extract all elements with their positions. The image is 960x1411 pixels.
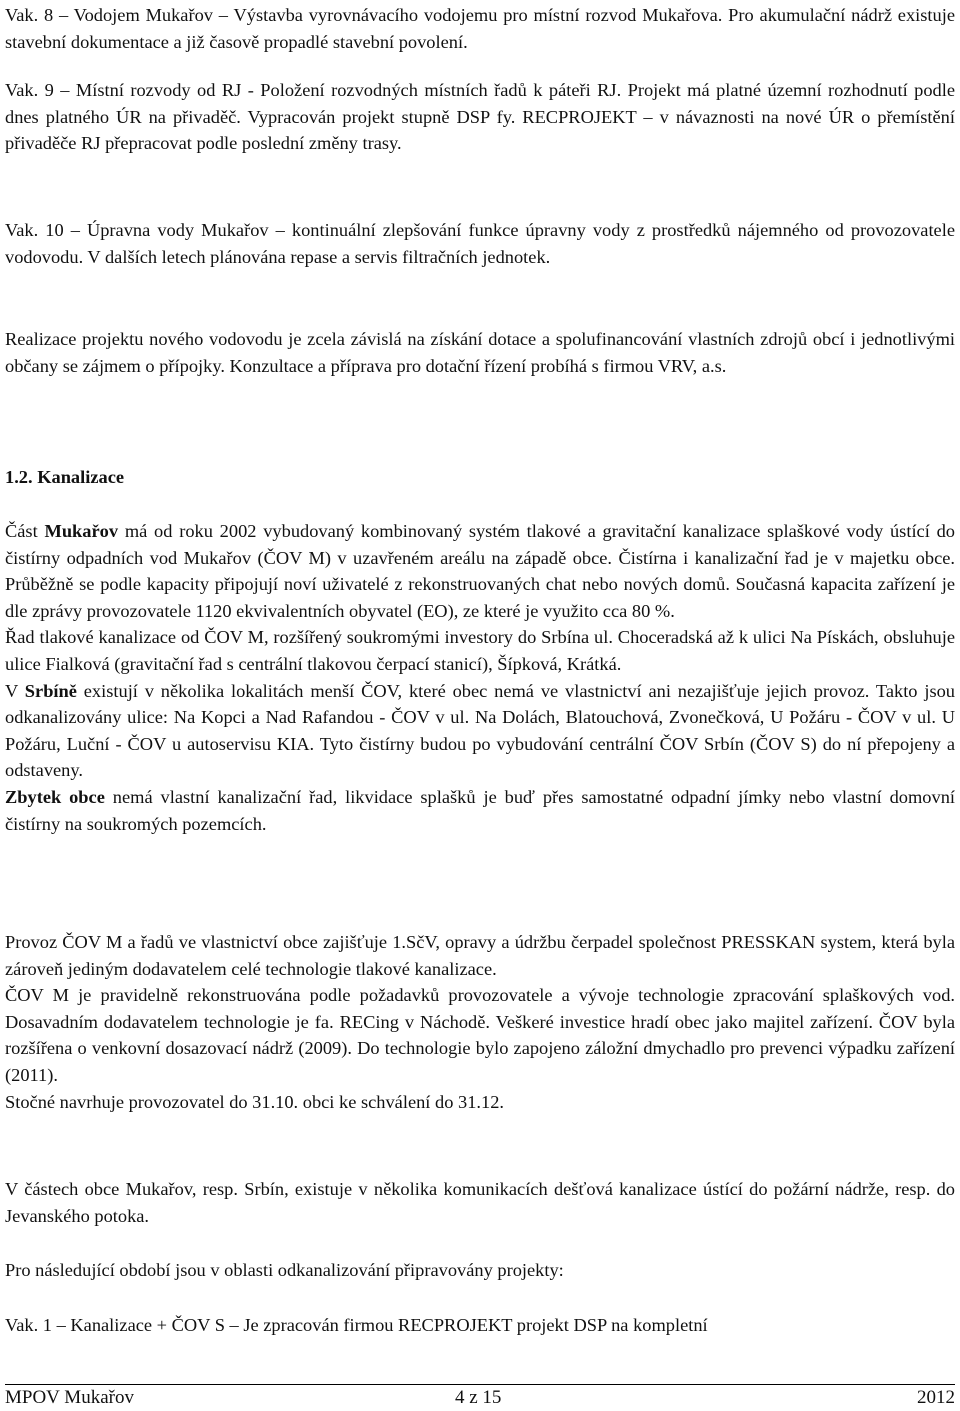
paragraph-vak10: Vak. 10 – Úpravna vody Mukařov – kontinuální zlepšování funkce úpravny vody z prostředků nájemného od provozovatele vodovodu. V dalších letech plánována repase a servis filtračních jednotek.: [5, 220, 955, 267]
text-run: existují v několika lokalitách menší ČOV, které obec nemá ve vlastnictví ani nezajišťuje jejich provoz. Takto jsou odkanalizovány ulice: Na Kopci a Nad Rafandou - ČOV v ul. Na Dolách, Blatouchová, Zvonečková, U Požáru - ČOV v ul. U Požáru, Luční - ČOV u autoservisu KIA. Tyto čistírny budou po vybudování centrální ČOV Srbín (ČOV S) do ní přepojeny a odstaveny.: [5, 680, 955, 781]
text-run: má od roku 2002 vybudovaný kombinovaný systém tlakové a gravitační kanalizace splaškové vody ústící do čistírny odpadních vod Mukařov (ČOV M) v uzavřeném areálu na západě obce. Čistírna i kanalizační řad je v majetku obce. Průběžně se podle kapacity připojují noví uživatelé z rekonstruovaných chat nebo nových domů. Současná kapacita zařízení je dle zprávy provozovatele 1120 ekvivalentních obyvatel (EO), ze které je využito cca 80 %.: [5, 521, 955, 621]
paragraph-stocne: Stočné navrhuje provozovatel do 31.10. obci ke schválení do 31.12.: [5, 1091, 504, 1112]
paragraph-srbin: [5, 678, 955, 784]
bold-term-mukarov: Mukařov: [44, 521, 119, 541]
paragraph-destova-kanalizace: V částech obce Mukařov, resp. Srbín, existuje v několika komunikacích dešťová kanalizace ústící do požární nádrže, resp. do Jevanského potoka.: [5, 1179, 955, 1226]
footer-document-title: MPOV Mukařov: [5, 1387, 134, 1408]
paragraph-mukarov: [5, 518, 955, 624]
paragraph-vak8: Vak. 8 – Vodojem Mukařov – Výstavba vyrovnávacího vodojemu pro místní rozvod Mukařova. Pro akumulační nádrž existuje stavební dokumentace a již časově propadlé stavební povolení.: [5, 5, 955, 52]
paragraph-rad-tlakove: Řad tlakové kanalizace od ČOV M, rozšířený soukromými investory do Srbína ul. Choceradská až k ulici Na Pískách, obsluhuje ulice Fialková (gravitační řad s centrální tlakovou čerpací stanicí), Šípková, Krátká.: [5, 627, 955, 674]
section-number: 1.2.: [5, 467, 33, 487]
text-run: nemá vlastní kanalizační řad, likvidace splašků je buď přes samostatné odpadní jímky nebo vlastní domovní čistírny na soukromých pozemcích.: [5, 786, 955, 834]
paragraph-provoz: Provoz ČOV M a řadů ve vlastnictví obce zajišťuje 1.SčV, opravy a údržbu čerpadel společnost PRESSKAN system, která byla zároveň jediným dodavatelem celé technologie tlakové kanalizace.: [5, 932, 955, 979]
section-heading-kanalizace: [5, 464, 124, 491]
page-footer: [5, 1384, 955, 1411]
paragraph-rekonstrukce: ČOV M je pravidelně rekonstruována podle požadavků provozovatele a vývoje technologie zpracování splaškových vod. Dosavadním dodavatelem technologie je fa. RECing v Náchodě. Veškeré investice hradí obec jako majitel zařízení. ČOV byla rozšířena o venkovní dosazovací nádrž (2009). Do technologie bylo zapojeno záložní dmychadlo pro prevenci výpadku zařízení (2011).: [5, 985, 955, 1085]
paragraph-realizace: Realizace projektu nového vodovodu je zcela závislá na získání dotace a spolufinancování vlastních zdrojů obcí i jednotlivými občany se zájmem o přípojky. Konzultace a příprava pro dotační řízení probíhá s firmou VRV, a.s.: [5, 329, 955, 376]
provoz-section: [5, 929, 955, 1115]
bold-term-srbin: Srbíně: [24, 680, 77, 701]
footer-page-number: 4 z 15: [455, 1387, 502, 1408]
paragraph-projekty-intro: Pro následující období jsou v oblasti odkanalizování připravovány projekty:: [5, 1260, 564, 1280]
footer-year: 2012: [917, 1387, 955, 1408]
paragraph-vak9: Vak. 9 – Místní rozvody od RJ - Položení rozvodných místních řadů k páteři RJ. Projekt má platné územní rozhodnutí podle dnes platného ÚR na přivaděč. Vypracován projekt stupně DSP fy. RECPROJEKT – v návaznosti na nové ÚR o přemístění přivaděče RJ přepracovat podle poslední změny trasy.: [5, 80, 955, 154]
kanalizace-section: [5, 518, 955, 837]
paragraph-vak1: Vak. 1 – Kanalizace + ČOV S – Je zpracován firmou RECPROJEKT projekt DSP na kompletní: [5, 1315, 708, 1335]
text-run: V: [5, 680, 25, 701]
section-title: Kanalizace: [37, 467, 125, 487]
text-run: Část: [5, 521, 45, 541]
paragraph-zbytek-obce: [5, 784, 955, 837]
bold-term-zbytek-obce: Zbytek obce: [5, 786, 105, 807]
